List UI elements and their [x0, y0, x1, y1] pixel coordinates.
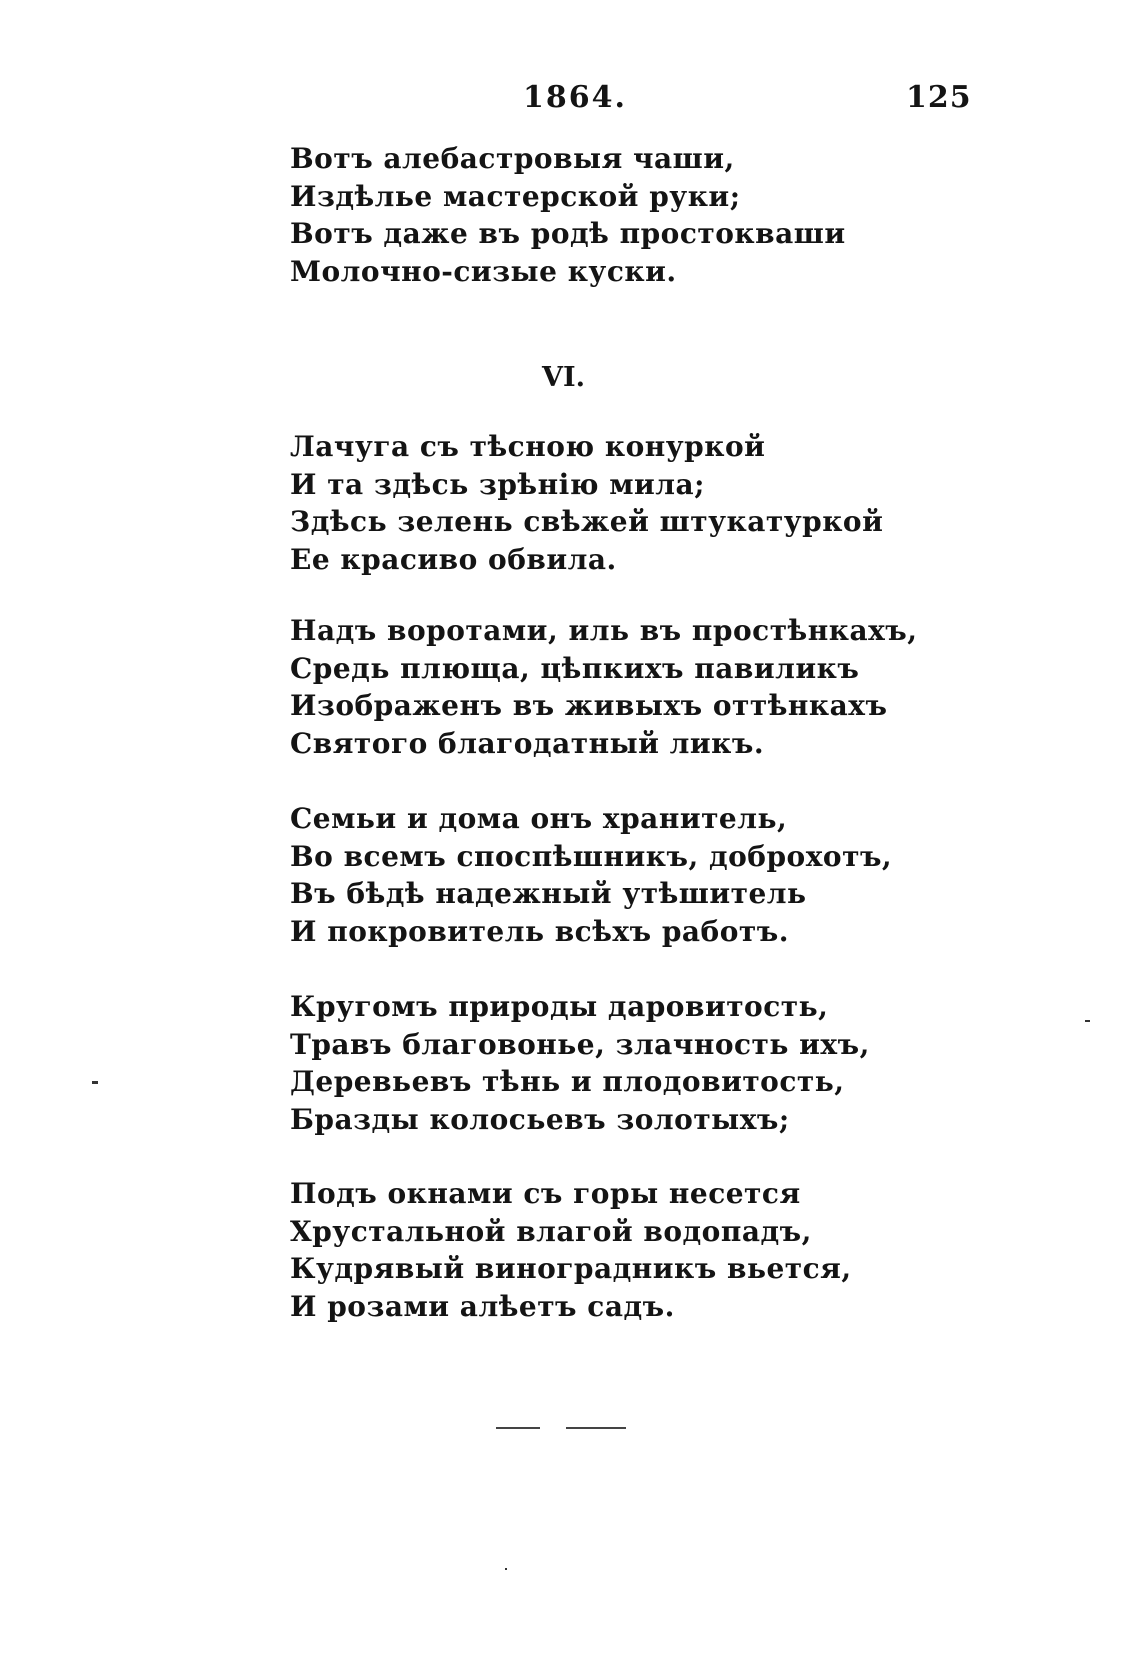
verse-line: Здѣсь зелень свѣжей штукатуркой — [290, 505, 884, 538]
verse-line: Травъ благовонье, злачность ихъ, — [290, 1027, 870, 1061]
verse-line: Деревьевъ тѣнь и плодовитость, — [290, 1065, 845, 1098]
verse-line: Вотъ алебастровыя чаши, — [290, 142, 735, 175]
section-number: VI. — [542, 362, 585, 393]
stanza — [290, 800, 892, 950]
verse-line: Кругомъ природы даровитость, — [290, 990, 829, 1023]
verse-line: Хрустальной влагой водопадъ, — [290, 1214, 812, 1248]
verse-line: Во всемъ споспѣшникъ, доброхотъ, — [290, 839, 893, 873]
verse-line: И розами алѣетъ садъ. — [290, 1289, 675, 1323]
end-rule-left — [496, 1427, 540, 1429]
running-head-year: 1864. — [523, 80, 627, 115]
stanza — [290, 428, 883, 578]
verse-line: Вотъ даже въ родѣ простокваши — [290, 217, 846, 250]
verse-line: Средь плюща, цѣпкихъ павиликъ — [290, 651, 860, 685]
verse-line: Изображенъ въ живыхъ оттѣнкахъ — [290, 689, 888, 722]
verse-line: Семьи и дома онъ хранитель, — [290, 802, 788, 835]
verse-line: Бразды колосьевъ золотыхъ; — [290, 1102, 790, 1136]
stanza — [290, 1175, 852, 1325]
verse-line: Кудрявый виноградникъ вьется, — [290, 1252, 852, 1285]
page-number: 125 — [906, 80, 972, 115]
verse-line: Ее красиво обвила. — [290, 542, 617, 576]
print-speck — [92, 1081, 98, 1084]
verse-line: Издѣлье мастерской руки; — [290, 179, 741, 213]
print-speck — [505, 1568, 507, 1570]
end-rule-right — [566, 1427, 626, 1429]
verse-line: Лачуга съ тѣсною конуркой — [290, 430, 766, 463]
verse-line: Подъ окнами съ горы несется — [290, 1177, 801, 1210]
print-speck — [1085, 1020, 1090, 1022]
stanza — [290, 988, 870, 1138]
verse-line: Въ бѣдѣ надежный утѣшитель — [290, 877, 807, 910]
verse-line: И покровитель всѣхъ работъ. — [290, 914, 789, 948]
stanza — [290, 140, 846, 290]
verse-line: Святого благодатный ликъ. — [290, 726, 765, 760]
verse-line: Надъ воротами, иль въ простѣнкахъ, — [290, 614, 918, 647]
verse-line: И та здѣсь зрѣнію мила; — [290, 467, 705, 501]
stanza — [290, 612, 918, 762]
verse-line: Молочно-сизые куски. — [290, 254, 677, 288]
